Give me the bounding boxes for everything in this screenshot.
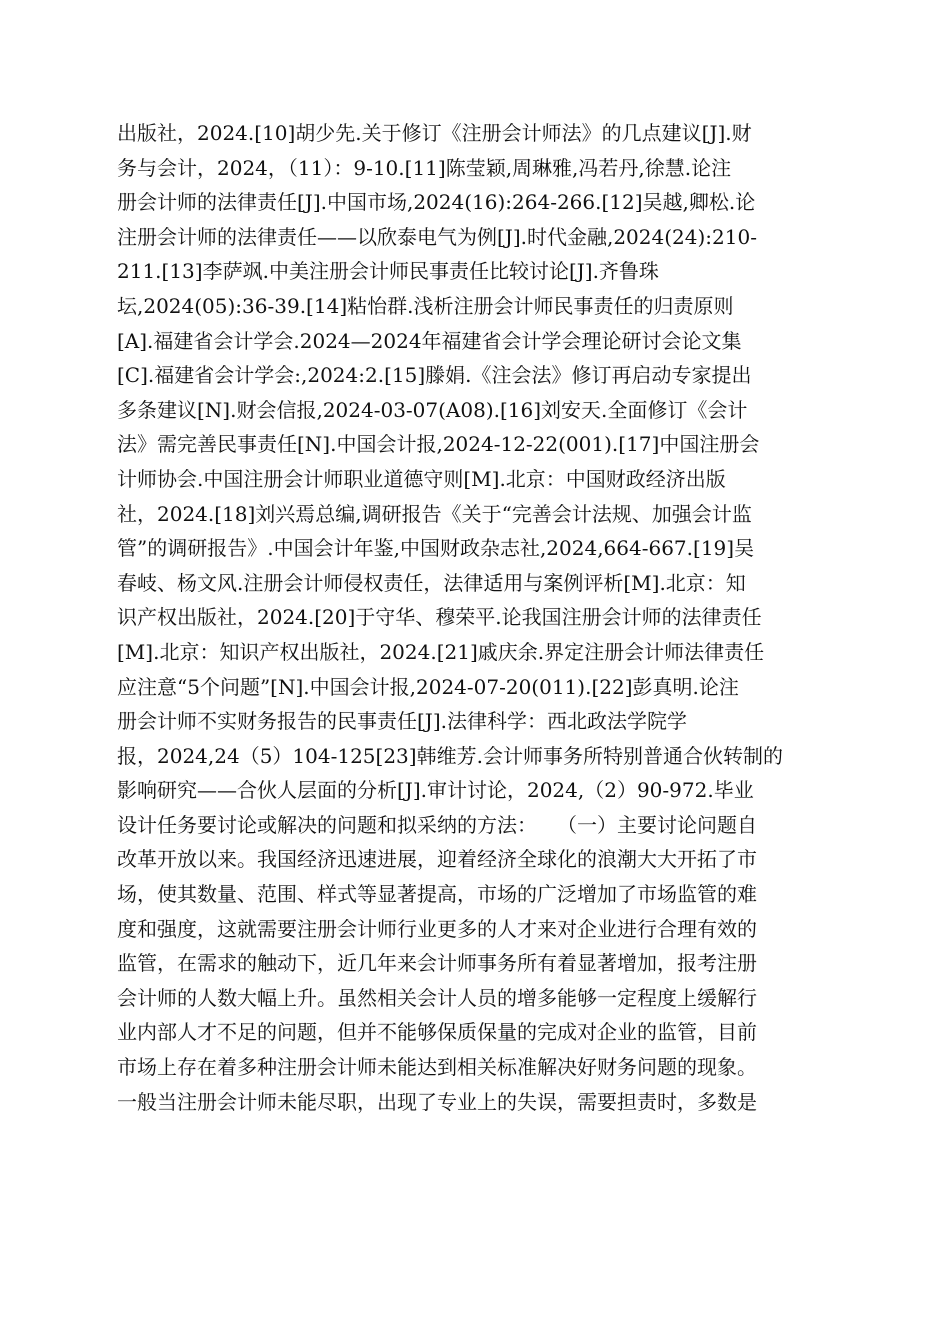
text-line-2: 务与会计，2024，（11）：9-10.[11]陈莹颖,周琳雅,冯若丹,徐慧.论注	[117, 155, 732, 180]
text-line-8: [C].福建省会计学会:,2024:2.[15]滕娟.《注会法》修订再启动专家提出	[117, 363, 752, 388]
text-line-23: 场，使其数量、范围、样式等显著提高，市场的广泛增加了市场监管的难	[117, 882, 757, 907]
text-line-12: 社，2024.[18]刘兴焉总编,调研报告《关于“完善会计法规、加强会计监	[117, 501, 752, 526]
text-line-17: 应注意“5个问题”[N].中国会计报,2024-07-20(011).[22]彭真明.论注	[117, 674, 739, 699]
text-line-24: 度和强度，这就需要注册会计师行业更多的人才来对企业进行合理有效的	[117, 916, 757, 941]
text-line-10: 法》需完善民事责任[N].中国会计报,2024-12-22(001).[17]中国注册会	[117, 432, 760, 457]
text-line-15: 识产权出版社，2024.[20]于守华、穆荣平.论我国注册会计师的法律责任	[117, 605, 762, 630]
text-line-5: 211.[13]李萨飒.中美注册会计师民事责任比较讨论[J].齐鲁珠	[117, 259, 659, 284]
text-line-19: 报，2024,24（5）104-125[23]韩维芳.会计师事务所特别普通合伙转制的	[117, 743, 783, 768]
text-line-6: 坛,2024(05):36-39.[14]粘怡群.浅析注册会计师民事责任的归责原则	[117, 293, 734, 318]
text-line-3: 册会计师的法律责任[J].中国市场,2024(16):264-266.[12]吴越,卿松.论	[117, 190, 756, 215]
text-line-28: 市场上存在着多种注册会计师未能达到相关标准解决好财务问题的现象。	[117, 1055, 757, 1080]
body-text	[117, 116, 837, 1119]
text-line-4: 注册会计师的法律责任——以欣泰电气为例[J].时代金融,2024(24):210-	[117, 224, 757, 249]
text-line-1: 出版社，2024.[10]胡少先.关于修订《注册会计师法》的几点建议[J].财	[117, 121, 752, 145]
text-line-7: [A].福建省会计学会.2024—2024年福建省会计学会理论研讨会论文集	[117, 328, 742, 353]
text-line-18: 册会计师不实财务报告的民事责任[J].法律科学：西北政法学院学	[117, 709, 687, 734]
text-line-22: 改革开放以来。我国经济迅速进展，迎着经济全球化的浪潮大大开拓了市	[117, 847, 757, 872]
text-line-13: 管”的调研报告》.中国会计年鉴,中国财政杂志社,2024,664-667.[19]吴	[117, 536, 755, 561]
text-line-21: 设计任务要讨论或解决的问题和拟采纳的方法： （一）主要讨论问题自	[117, 812, 757, 837]
text-line-20: 影响研究——合伙人层面的分析[J].审计讨论，2024,（2）90-972.毕业	[117, 778, 754, 803]
text-line-26: 会计师的人数大幅上升。虽然相关会计人员的增多能够一定程度上缓解行	[117, 985, 757, 1010]
text-line-11: 计师协会.中国注册会计师职业道德守则[M].北京：中国财政经济出版	[117, 466, 726, 491]
text-line-29: 一般当注册会计师未能尽职，出现了专业上的失误，需要担责时，多数是	[117, 1089, 757, 1114]
text-line-25: 监管，在需求的触动下，近几年来会计师事务所有着显著增加，报考注册	[117, 951, 757, 976]
text-line-14: 春岐、杨文风.注册会计师侵权责任，法律适用与案例评析[M].北京：知	[117, 570, 746, 595]
text-line-16: [M].北京：知识产权出版社，2024.[21]戚庆余.界定注册会计师法律责任	[117, 639, 765, 664]
text-line-9: 多条建议[N].财会信报,2024-03-07(A08).[16]刘安天.全面修订《会计	[117, 397, 748, 422]
text-line-27: 业内部人才不足的问题，但并不能够保质保量的完成对企业的监管，目前	[117, 1020, 757, 1045]
